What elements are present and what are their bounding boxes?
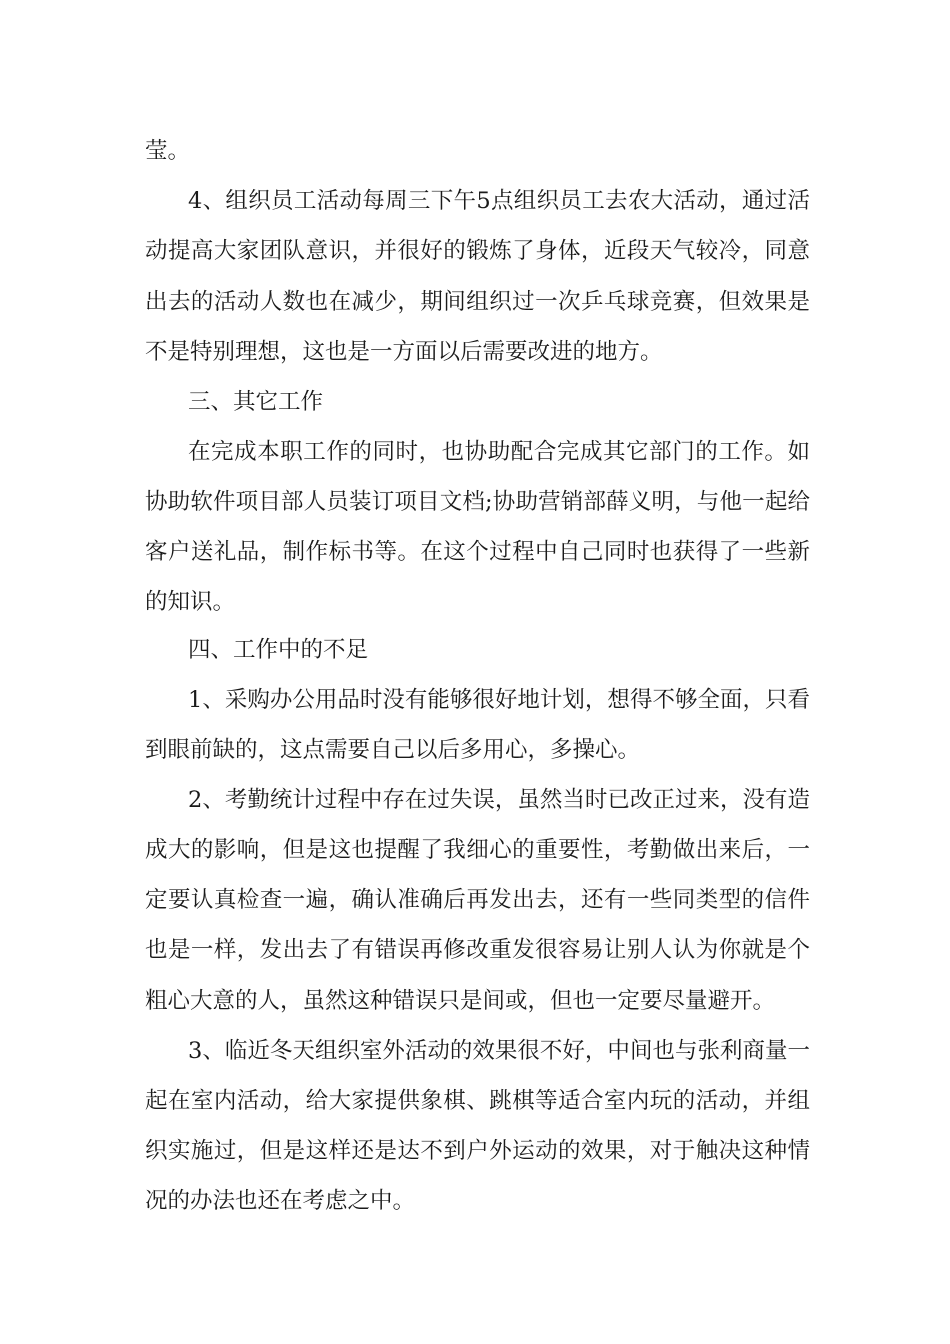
text-line: 织实施过，但是这样还是达不到户外运动的效果，对于触决这种情	[145, 1138, 810, 1164]
text-line: 3、临近冬天组织室外活动的效果很不好，中间也与张利商量一	[188, 1038, 810, 1064]
text-line: 出去的活动人数也在减少，期间组织过一次乒乓球竞赛，但效果是	[145, 289, 810, 315]
text-line: 4、组织员工活动每周三下午5点组织员工去农大活动，通过活	[188, 188, 810, 214]
text-line: 起在室内活动，给大家提供象棋、跳棋等适合室内玩的活动，并组	[145, 1088, 810, 1114]
text-line: 粗心大意的人，虽然这种错误只是间或，但也一定要尽量避开。	[145, 988, 776, 1014]
text-line: 莹。	[145, 138, 191, 164]
text-line: 协助软件项目部人员装订项目文档;协助营销部薛义明，与他一起给	[145, 489, 810, 515]
text-line: 不是特别理想，这也是一方面以后需要改进的地方。	[145, 339, 663, 365]
text-line: 也是一样，发出去了有错误再修改重发很容易让别人认为你就是个	[145, 937, 810, 963]
text-line: 客户送礼品，制作标书等。在这个过程中自己同时也获得了一些新	[145, 539, 810, 565]
text-line: 成大的影响，但是这也提醒了我细心的重要性，考勤做出来后，一	[145, 837, 810, 863]
text-line: 在完成本职工作的同时，也协助配合完成其它部门的工作。如	[188, 439, 810, 465]
section-heading: 四、工作中的不足	[188, 637, 369, 663]
text-line: 定要认真检查一遍，确认准确后再发出去，还有一些同类型的信件	[145, 887, 810, 913]
text-line: 况的办法也还在考虑之中。	[145, 1188, 416, 1214]
text-line: 动提高大家团队意识，并很好的锻炼了身体，近段天气较冷，同意	[145, 238, 810, 264]
text-line: 1、采购办公用品时没有能够很好地计划，想得不够全面，只看	[188, 687, 810, 713]
text-line: 到眼前缺的，这点需要自己以后多用心，多操心。	[145, 737, 641, 763]
text-line: 2、考勤统计过程中存在过失误，虽然当时已改正过来，没有造	[188, 787, 810, 813]
text-line: 的知识。	[145, 589, 236, 615]
section-heading: 三、其它工作	[188, 389, 324, 415]
